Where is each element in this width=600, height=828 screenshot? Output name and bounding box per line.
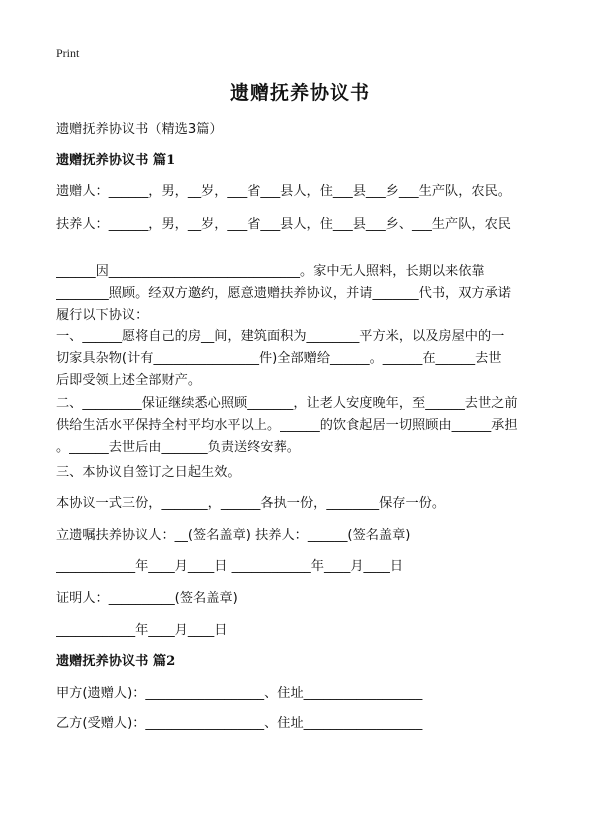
donor-line: 遗赠人：______，男，__岁，___省___县人，住___县___乡___生产队，农民。 <box>56 184 511 199</box>
signature-line: 立遗嘱扶养协议人：__(签名盖章) 扶养人：______(签名盖章) <box>56 528 411 543</box>
intro-line-3: 履行以下协议： <box>56 308 149 323</box>
document-title: 遗赠抚养协议书 <box>229 82 370 104</box>
clause1-line-3: 后即受领上述全部财产。 <box>56 373 202 388</box>
copies-line: 本协议一式三份，_______，______各执一份，________保存一份。 <box>56 496 446 511</box>
intro-line-1: ______因_____________________________。家中无人照料，长期以来依靠 <box>56 264 485 279</box>
part1-heading: 遗赠抚养协议书 篇1 <box>56 153 176 168</box>
clause2-line-3: 。______去世后由_______负责送终安葬。 <box>56 440 300 455</box>
clause2-line-2: 供给生活水平保持全村平均水平以上。______的饮食起居一切照顾由______承担 <box>56 418 518 433</box>
date-line-2: ____________年____月____日 <box>56 623 228 638</box>
clause1-line-1: 一、______愿将自己的房__间，建筑面积为________平方米，以及房屋中的一 <box>56 329 505 344</box>
clause2-line-1: 二、_________保证继续悉心照顾_______，让老人安度晚年，至______去世之前 <box>56 396 518 411</box>
part2-heading: 遗赠抚养协议书 篇2 <box>56 654 176 669</box>
party-b-line: 乙方(受赠人)：__________________、住址__________________ <box>56 716 423 731</box>
document-subtitle: 遗赠抚养协议书（精选3篇） <box>56 122 223 137</box>
print-link[interactable]: Print <box>56 46 80 60</box>
witness-line: 证明人：__________(签名盖章) <box>56 591 238 606</box>
clause3-line: 三、本协议自签订之日起生效。 <box>56 465 241 480</box>
clause1-line-2: 切家具杂物(计有________________件)全部赠给______。______在______去世 <box>56 351 502 366</box>
party-a-line: 甲方(遗赠人)：__________________、住址__________________ <box>56 686 423 701</box>
date-line-1: ____________年____月____日 ____________年____月____日 <box>56 559 404 574</box>
intro-line-2: ________照顾。经双方邀约，愿意遗赠扶养协议，并请_______代书，双方承诺 <box>56 286 511 301</box>
caregiver-line: 扶养人：______，男，__岁，___省___县人，住___县___乡、___生产队，农民 <box>56 217 511 232</box>
